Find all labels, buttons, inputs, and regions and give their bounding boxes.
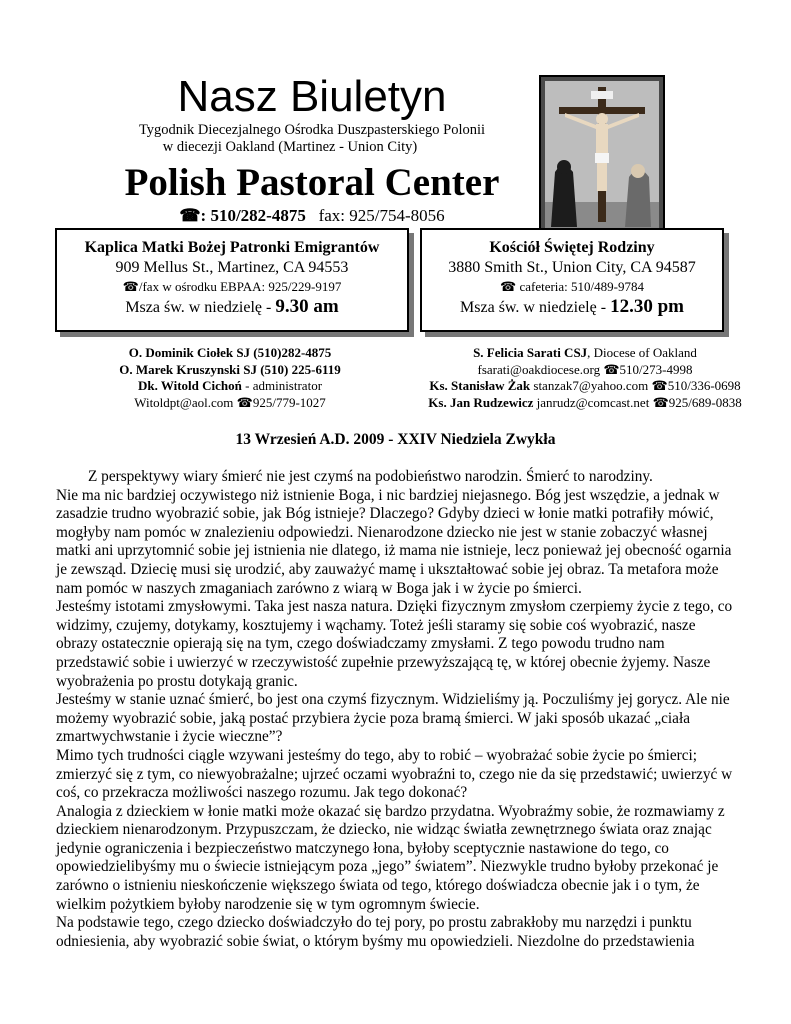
chapel-mass-time: Msza św. w niedzielę - 9.30 am — [125, 296, 339, 317]
contact-sarati-email[interactable]: fsarati@oakdiocese.org — [477, 361, 604, 377]
contact-sarati: S. Felicia Sarati CSJ — [473, 345, 588, 360]
newsletter-title: Nasz Biuletyn — [177, 72, 447, 121]
paragraph: Z perspektywy wiary śmierć nie jest czymś na podobieństwo narodzin. Śmierć to narodziny. — [88, 468, 653, 485]
issue-date: 13 Wrzesień A.D. 2009 - XXIV Niedziela Zwykła — [235, 431, 556, 448]
phone-icon: ☎ — [179, 206, 201, 225]
subtitle-line-1: Tygodnik Diecezjalnego Ośrodka Duszpasterskiego Polonii — [138, 122, 486, 138]
church-mass-time: Msza św. w niedzielę - 12.30 pm — [460, 296, 684, 317]
center-phone: : 510/282-4875 — [200, 206, 306, 225]
subtitle-line-2: w diecezji Oakland (Martinez - Union City) — [162, 139, 418, 155]
contact-ciolek: O. Dominik Ciołek SJ (510)282-4875 — [128, 345, 332, 360]
clergy-contacts — [60, 345, 400, 411]
church-title: Kościół Świętej Rodziny — [489, 239, 655, 256]
phone-fax-line — [60, 206, 564, 226]
paragraph: Jesteśmy istotami zmysłowymi. Taka jest nasza natura. Dzięki fizycznym zmysłom czerpiemy życie z tego, co widzimy, czujemy, dotykamy, kosztujemy i wąchamy. Toteż jeśli staramy się sobie coś wyobrazić, nasze obrazy ostatecznie opierają się na tym, czego doświadczamy zmysłami. Z tego powodu trudno nam przedstawić sobie i uwierzyć w rzeczywistość zupełnie przewyższającą tę, w której obecnie żyjemy. Nasze wyobrażenia po prostu dotykają granic. — [56, 598, 733, 690]
phone-icon: ☎ — [236, 394, 253, 410]
paragraph: Nie ma nic bardziej oczywistego niż istnienie Boga, i nic bardziej niejasnego. Bóg jest wszędzie, a jednak w zasadzie trudno wyobrazić sobie, jak Bóg istnieje? Dlaczego? Gdyby dzieci w łonie matki potrafiły mówić, mogłyby nam pomóc w znalezieniu odpowiedzi. Nienarodzone dziecko nie jest w stanie zobaczyć własnej matki ani uprzytomnić sobie jej istnienia nie dlatego, iż mama nie istnieje, lecz ponieważ jej obecność ogarnia je zewsząd. Dziecię musi się urodzić, aby zauważyć mamę i ukształtować sobie jej obraz. Ta metafora może nam pomóc w naszych zmaganiach zarówno z wiarą w Boga jak i w życie po śmierci. — [56, 486, 732, 597]
center-fax: fax: 925/754-8056 — [318, 206, 445, 225]
chapel-fax: ☎/fax w ośrodku EBPAA: 925/229-9197 — [122, 279, 342, 294]
phone-icon: ☎ — [122, 279, 139, 294]
contact-zak: Ks. Stanisław Żak — [429, 378, 531, 393]
phone-icon: ☎ — [603, 361, 620, 377]
chapel-title: Kaplica Matki Bożej Patronki Emigrantów — [84, 239, 380, 256]
article-body — [56, 468, 736, 951]
contact-rudzewicz: Ks. Jan Rudzewicz — [428, 394, 534, 410]
contact-cichon-role: - administrator — [241, 378, 323, 393]
center-name: Polish Pastoral Center — [124, 161, 500, 204]
crucifixion-image — [539, 75, 665, 234]
church-cafeteria: ☎ cafeteria: 510/489-9784 — [500, 279, 644, 294]
phone-icon: ☎ — [652, 394, 669, 410]
phone-icon: ☎ — [500, 279, 517, 294]
paragraph: Mimo tych trudności ciągle wzywani jesteśmy do tego, aby to robić – wyobrażać sobie życie po śmierci; zmierzyć się z tym, co niewyobrażalne; ujrzeć oczami wyobraźni to, czego nie da się przedstawić; uwierzyć w coś, co przekracza możliwości naszego rozumu. Jak tego dokonać? — [56, 746, 733, 802]
contact-cichon-phone: 925/779-1027 — [252, 394, 326, 410]
church-address: 3880 Smith St., Union City, CA 94587 — [448, 259, 696, 276]
staff-contacts: S. Felicia Sarati CSJ, Diocese of Oakland fsarati@oakdiocese.org ☎510/273-4998 Ks. Stanisław Żak stanzak7@yahoo.com ☎510/336-0698 Ks. Jan Rudzewicz janrudz@comcast.net ☎925/689-0838 — [428, 345, 742, 410]
contact-kruszynski: O. Marek Kruszynski SJ (510) 225-6119 — [119, 361, 341, 377]
union-city-church-box — [420, 228, 724, 332]
martinez-chapel-box — [55, 228, 409, 332]
phone-icon: ☎ — [651, 378, 668, 393]
paragraph: Analogia z dzieckiem w łonie matki może okazać się bardzo przydatna. Wyobraźmy sobie, że rozmawiamy z dzieckiem nienarodzonym. Przypuszczam, że dziecko, nie widząc światła zewnętrznego świata oraz znając jedynie ograniczenia i bezpieczeństwo matczynego łona, byłoby sceptycznie nastawione do tego, co opowiedzielibyśmy mu o świecie istniejącym poza „jego” światem”. Niezwykle trudno byłoby przekonać je zarówno o istnieniu nieskończenie większego świata od tego, którego doświadcza obecnie jak i o tym, że wielkim pożytkiem byłoby narodzenie się w tym ogromnym świecie. — [56, 802, 725, 913]
paragraph: Jesteśmy w stanie uznać śmierć, bo jest ona czymś fizycznym. Widzieliśmy ją. Poczuliśmy jej gorycz. Ale nie możemy wyobrazić sobie, jaką postać przybiera życie poza bramą śmierci. W jaki sposób ukazać „ciała zmartwychwstanie i życie wieczne”? — [56, 691, 730, 746]
contact-rudzewicz-email[interactable]: janrudz@comcast.net — [533, 394, 653, 410]
contact-cichon: Dk. Witold Cichoń — [137, 378, 242, 393]
contact-cichon-email[interactable]: Witoldpt@aol.com — [134, 394, 237, 410]
contact-zak-email[interactable]: stanzak7@yahoo.com — [530, 378, 652, 393]
chapel-address: 909 Mellus St., Martinez, CA 94553 — [115, 259, 349, 276]
paragraph: Na podstawie tego, czego dziecko doświadczyło do tej pory, po prostu zabrakłoby mu narzędzi i punktu odniesienia, aby wyobrazić sobie świat, o którym byśmy mu opowiedzieli. Niezdolne do przedstawienia — [56, 914, 695, 950]
